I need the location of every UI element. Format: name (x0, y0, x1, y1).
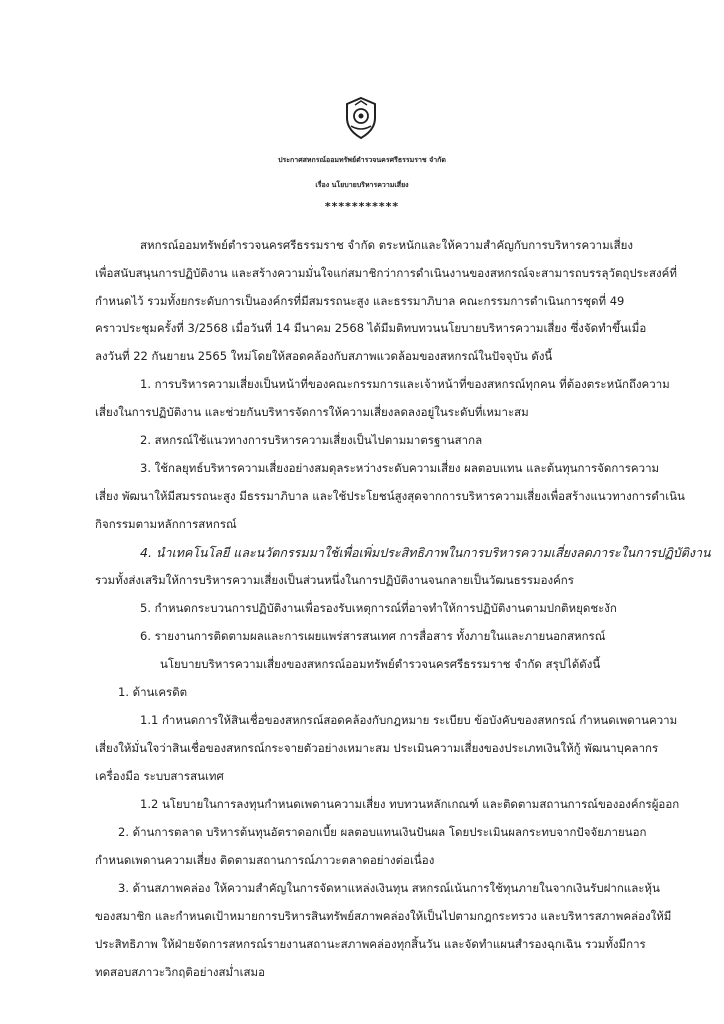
section-heading: 2. ด้านการตลาด บริหารต้นทุนอัตราดอกเบี้ย ผลตอบแทนเงินปันผล โดยประเมินผลกระทบจากปัจจัยภายนอก (118, 825, 647, 839)
section-heading: 1. ด้านเครดิต (118, 685, 188, 699)
section-heading: 3. ด้านสภาพคล่อง ให้ความสำคัญในการจัดหาแหล่งเงินทุน สหกรณ์เน้นการใช้ทุนภายในจากเงินรับฝากและหุ้น (118, 881, 660, 895)
policy-item: 5. กำหนดกระบวนการปฏิบัติงานเพื่อรองรับเหตุการณ์ที่อาจทำให้การปฏิบัติงานตามปกติหยุดชะงัก (140, 601, 617, 615)
section-item: 1.2 นโยบายในการลงทุนกำหนดเพดานความเสี่ยง ทบทวนหลักเกณฑ์ และติดตามสถานการณ์ขององค์กรผู้ออก (140, 797, 680, 811)
intro-line: เพื่อสนับสนุนการปฏิบัติงาน และสร้างความมั่นใจแก่สมาชิกว่าการดำเนินงานของสหกรณ์จะสามารถบรรลุวัตถุประสงค์ที่ (95, 266, 677, 280)
policy-item-continued: กิจกรรมตามหลักการสหกรณ์ (95, 517, 237, 531)
policy-item: 6. รายงานการติดตามผลและการเผยแพร่สารสนเทศ การสื่อสาร ทั้งภายในและภายนอกสหกรณ์ (140, 629, 606, 643)
intro-line: สหกรณ์ออมทรัพย์ตำรวจนครศรีธรรมราช จำกัด ตระหนักและให้ความสำคัญกับการบริหารความเสี่ยง (140, 238, 633, 252)
section-item-continued: เสี่ยงให้มั่นใจว่าสินเชื่อของสหกรณ์กระจายตัวอย่างเหมาะสม ประเมินความเสี่ยงของประเภทเงินให้กู้ พัฒนาบุคลากร (95, 741, 659, 755)
document-subject: เรื่อง นโยบายบริหารความเสี่ยง (315, 181, 409, 189)
policy-item-continued: รวมทั้งส่งเสริมให้การบริหารความเสี่ยงเป็นส่วนหนึ่งในการปฏิบัติงานจนกลายเป็นวัฒนธรรมองค์กร (95, 573, 574, 587)
section-item-continued: กำหนดเพดานความเสี่ยง ติดตามสถานการณ์ภาวะตลาดอย่างต่อเนื่อง (95, 853, 435, 867)
policy-item: 2. สหกรณ์ใช้แนวทางการบริหารความเสี่ยงเป็นไปตามมาตรฐานสากล (140, 433, 483, 447)
document-title: ประกาศสหกรณ์ออมทรัพย์ตำรวจนครศรีธรรมราช จำกัด (278, 156, 446, 164)
policy-item: 4. นำเทคโนโลยี และนวัตกรรมมาใช้เพื่อเพิ่มประสิทธิภาพในการบริหารความเสี่ยงลดภาระในการปฏิบัติงาน (140, 545, 711, 560)
section-item-continued: เครื่องมือ ระบบสารสนเทศ (95, 769, 224, 783)
title-separator: *********** (324, 200, 400, 213)
intro-line: ลงวันที่ 22 กันยายน 2565 ใหม่โดยให้สอดคล้องกับสภาพแวดล้อมของสหกรณ์ในปัจจุบัน ดังนี้ (95, 349, 553, 363)
section-item-continued: ทดสอบสภาวะวิกฤติอย่างสม่ำเสมอ (95, 965, 266, 979)
policy-item-continued: เสี่ยงในการปฏิบัติงาน และช่วยกันบริหารจัดการให้ความเสี่ยงลดลงอยู่ในระดับที่เหมาะสม (95, 405, 529, 419)
policy-item: 3. ใช้กลยุทธ์บริหารความเสี่ยงอย่างสมดุลระหว่างระดับความเสี่ยง ผลตอบแทน และต้นทุนการจัดการความ (140, 461, 660, 475)
cooperative-emblem-icon (341, 96, 381, 140)
summary-intro: นโยบายบริหารความเสี่ยงของสหกรณ์ออมทรัพย์ตำรวจนครศรีธรรมราช จำกัด สรุปได้ดังนี้ (160, 657, 601, 671)
policy-item-continued: เสี่ยง พัฒนาให้มีสมรรถนะสูง มีธรรมาภิบาล และใช้ประโยชน์สูงสุดจากการบริหารความเสี่ยงเพื่อสร้างแนวทางการดำเนิน (95, 489, 685, 503)
section-item-continued: ของสมาชิก และกำหนดเป้าหมายการบริหารสินทรัพย์สภาพคล่องให้เป็นไปตามกฎกระทรวง และบริหารสภาพคล่องให้มี (95, 909, 672, 923)
intro-line: กำหนดไว้ รวมทั้งยกระดับการเป็นองค์กรที่มีสมรรถนะสูง และธรรมาภิบาล คณะกรรมการดำเนินการชุดที่ 49 (95, 294, 625, 308)
section-item: 1.1 กำหนดการให้สินเชื่อของสหกรณ์สอดคล้องกับกฎหมาย ระเบียบ ข้อบังคับของสหกรณ์ กำหนดเพดานความ (140, 713, 678, 727)
policy-item: 1. การบริหารความเสี่ยงเป็นหน้าที่ของคณะกรรมการและเจ้าหน้าที่ของสหกรณ์ทุกคน ที่ต้องตระหนักถึงความ (140, 377, 670, 391)
intro-line: คราวประชุมครั้งที่ 3/2568 เมื่อวันที่ 14 มีนาคม 2568 ได้มีมติทบทวนนโยบายบริหารความเสี่ยง ซึ่งจัดทำขึ้นเมื่อ (95, 321, 647, 335)
section-item-continued: ประสิทธิภาพ ให้ฝ่ายจัดการสหกรณ์รายงานสถานะสภาพคล่องทุกสิ้นวัน และจัดทำแผนสำรองฉุกเฉิน รวมทั้งมีการ (95, 937, 646, 951)
